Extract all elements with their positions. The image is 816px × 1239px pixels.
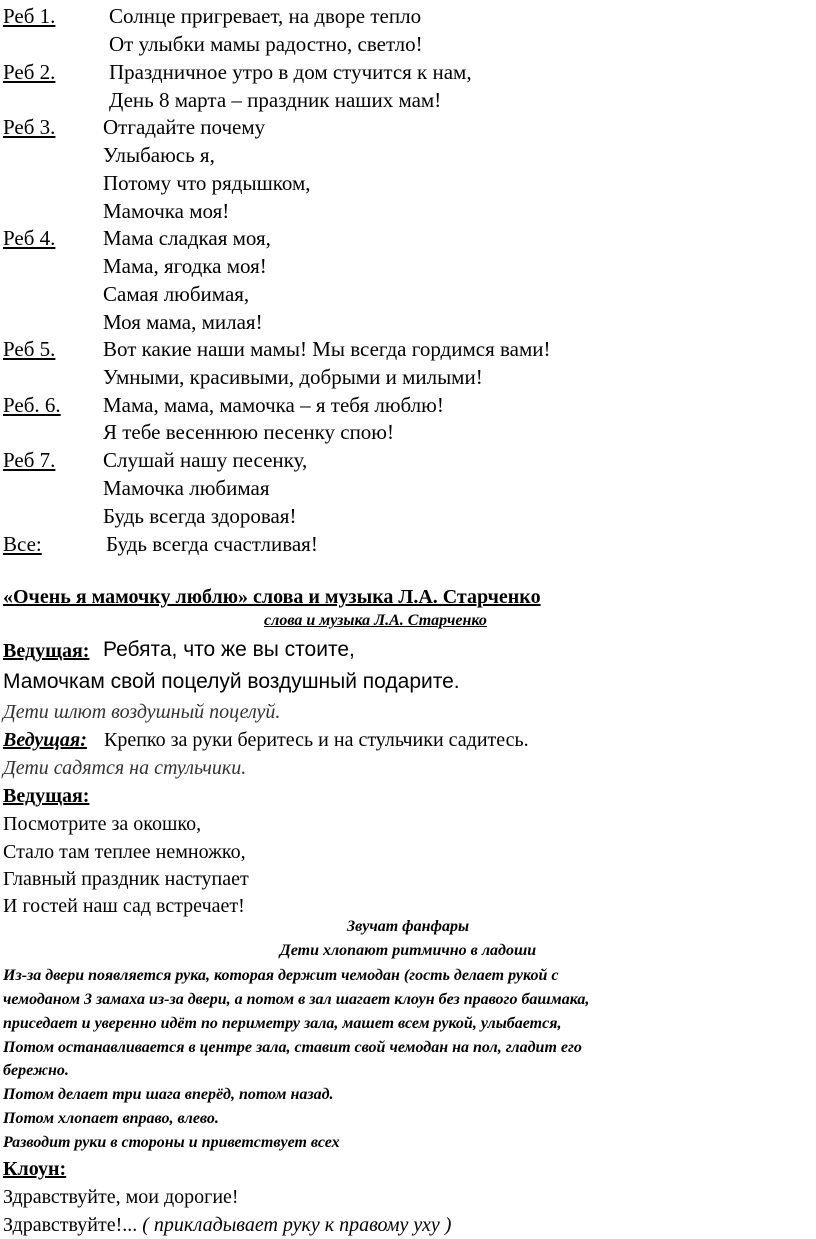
speaker-label: Реб 3. (3, 115, 56, 139)
speaker-label: Реб. 6. (3, 393, 61, 417)
song-credit: слова и музыка Л.А. Старченко (264, 612, 487, 629)
host-line: Ребята, что же вы стоите, (103, 638, 355, 661)
verse-line: Мамочка моя! (103, 199, 230, 223)
verse-line: День 8 марта – праздник наших мам! (109, 88, 442, 112)
stage-heading: Дети хлопают ритмично в ладоши (279, 942, 537, 959)
verse-line: Потому что рядышком, (103, 171, 311, 195)
verse-line: Мама сладкая моя, (103, 226, 271, 250)
verse-line: От улыбки мамы радостно, светло! (109, 32, 423, 56)
clown-line (3, 1215, 451, 1235)
speaker-label: Реб 1. (3, 4, 56, 28)
host-line: И гостей наш сад встречает! (3, 895, 245, 917)
speaker-label: Реб 4. (3, 226, 56, 250)
verse-line: Моя мама, милая! (103, 310, 263, 334)
verse-line: Умными, красивыми, добрыми и милыми! (103, 365, 483, 389)
verse-line: Я тебе весеннюю песенку спою! (103, 420, 394, 444)
stage-direction-line: чемоданом 3 замаха из-за двери, а потом в зал шагает клоун без правого башмака, (3, 991, 590, 1008)
verse-line: Слушай нашу песенку, (103, 448, 308, 472)
speaker-label: Реб 5. (3, 337, 56, 361)
clown-line: Здравствуйте, мои дорогие! (3, 1186, 239, 1208)
stage-direction: Дети шлют воздушный поцелуй. (3, 701, 281, 723)
verse-line: Мама, мама, мамочка – я тебя люблю! (103, 393, 444, 417)
speaker-label: Реб 2. (3, 60, 56, 84)
verse-line: Отгадайте почему (103, 115, 266, 139)
verse-line: Будь всегда здоровая! (103, 504, 297, 528)
host-line: Посмотрите за окошко, (3, 813, 202, 835)
verse-line: Самая любимая, (103, 282, 250, 306)
verse-line: Праздничное утро в дом стучится к нам, (109, 60, 472, 84)
host-line: Крепко за руки беритесь и на стульчики садитесь. (104, 729, 529, 751)
host-line: Мамочкам свой поцелуй воздушный подарите. (3, 670, 460, 693)
verse-line: Мама, ягодка моя! (103, 254, 267, 278)
host-label: Ведущая: (3, 785, 90, 807)
stage-direction: Дети садятся на стульчики. (3, 757, 247, 779)
song-title: «Очень я мамочку люблю» слова и музыка Л.А. Старченко (3, 586, 541, 608)
stage-direction-line: приседает и уверенно идёт по периметру зала, машет всем рукой, улыбается, (3, 1015, 562, 1032)
speaker-label: Реб 7. (3, 448, 56, 472)
stage-direction-line: Потом делает три шага вперёд, потом назад. (3, 1086, 334, 1103)
host-line: Стало там теплее немножко, (3, 841, 246, 863)
verse-line: Вот какие наши мамы! Мы всегда гордимся вами! (103, 337, 551, 361)
verse-line: Солнце пригревает, на дворе тепло (109, 4, 422, 28)
verse-line: Мамочка любимая (103, 476, 270, 500)
stage-direction-line: Потом останавливается в центре зала, ставит свой чемодан на пол, гладит его (3, 1039, 582, 1056)
stage-heading: Звучат фанфары (346, 918, 470, 935)
clown-label: Клоун: (3, 1158, 67, 1180)
stage-direction-line: Потом хлопает вправо, влево. (3, 1110, 219, 1127)
verse-line: Будь всегда счастливая! (106, 532, 318, 556)
host-line: Главный праздник наступает (3, 868, 249, 890)
host-label: Ведущая: (3, 729, 87, 751)
clown-stage-note: ( прикладывает руку к правому уху ) (137, 1214, 452, 1236)
host-label: Ведущая: (3, 640, 90, 662)
clown-greeting: Здравствуйте!... (3, 1214, 138, 1236)
verse-line: Улыбаюсь я, (103, 143, 215, 167)
stage-direction-line: Разводит руки в стороны и приветствует всех (3, 1134, 340, 1151)
speaker-label: Все: (3, 532, 42, 556)
stage-direction-line: бережно. (3, 1062, 69, 1079)
stage-direction-line: Из-за двери появляется рука, которая держит чемодан (гость делает рукой с (3, 967, 559, 984)
